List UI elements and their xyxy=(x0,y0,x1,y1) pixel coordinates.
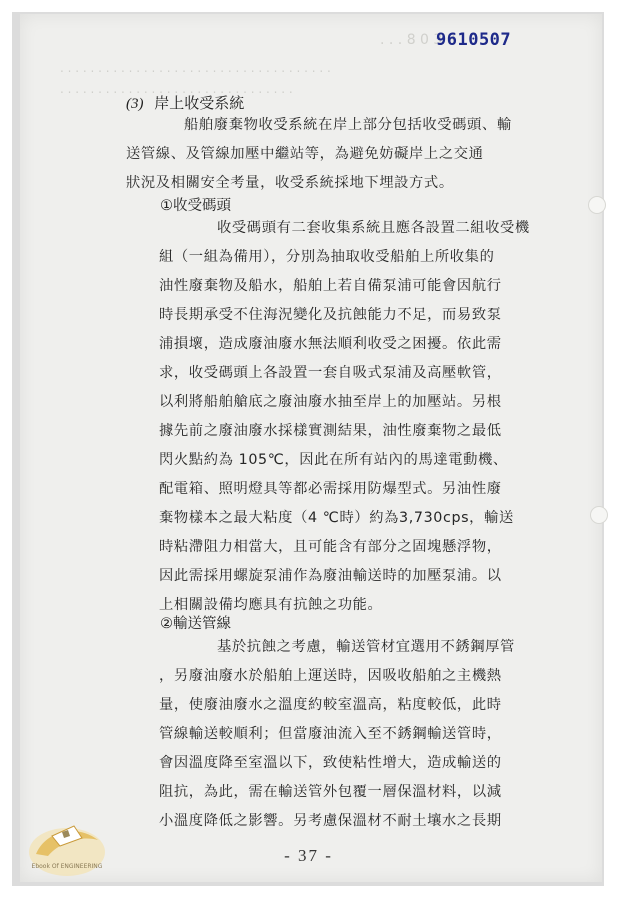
text-line: 配電箱、照明燈具等都必需採用防爆型式。另油性廢 xyxy=(159,481,502,497)
transport-pipeline-paragraph xyxy=(159,633,515,836)
page-number: - 37 - xyxy=(284,846,333,865)
bleed-through-text: . . . 8 0 3 8 xyxy=(380,32,456,48)
punch-hole-marker xyxy=(590,506,608,524)
text-line: 閃火點約為 105℃，因此在所有站內的馬達電動機、 xyxy=(159,452,508,468)
section-title-text: 岸上收受系統 xyxy=(154,94,245,112)
text-line: 棄物樣本之最大粘度（4 ℃時）約為3,730cps，輸送 xyxy=(159,510,514,526)
subsection-heading-transport-pipeline: ②輸送管線 xyxy=(160,616,231,632)
text-line: 船舶廢棄物收受系統在岸上部分包括收受碼頭、輸 xyxy=(184,117,512,133)
subsection-heading-receiving-dock: ①收受碼頭 xyxy=(160,198,231,214)
document-stamp-number: 9610507 xyxy=(436,30,512,50)
section-title xyxy=(126,92,244,113)
text-line: 量，使廢油廢水之溫度約較室溫高，粘度較低，此時 xyxy=(159,697,502,713)
watermark-logo-text: Ebook Of ENGINEERING xyxy=(31,863,103,870)
text-line: 時粘滯阻力相當大，且可能含有部分之固塊懸浮物， xyxy=(159,539,502,555)
text-line: 基於抗蝕之考慮，輸送管材宜選用不銹鋼厚管 xyxy=(217,639,515,655)
watermark-logo xyxy=(22,810,112,882)
text-line: ，另廢油廢水於船舶上運送時，因吸收船舶之主機熱 xyxy=(159,668,502,684)
text-line: 浦損壞，造成廢油廢水無法順利收受之困擾。依此需 xyxy=(159,336,502,352)
section-number: (3) xyxy=(126,96,144,112)
intro-paragraph xyxy=(126,111,512,198)
text-line: 時長期承受不住海況變化及抗蝕能力不足，而易致泵 xyxy=(159,307,502,323)
text-line: 油性廢棄物及船水，船舶上若自備泵浦可能會因航行 xyxy=(159,278,502,294)
text-line: 管線輸送較順利；但當廢油流入至不銹鋼輸送管時， xyxy=(159,726,502,742)
text-line: 組（一組為備用），分別為抽取收受船舶上所收集的 xyxy=(159,249,495,265)
receiving-dock-paragraph xyxy=(159,214,530,620)
text-line: 收受碼頭有二套收集系統且應各設置二組收受機 xyxy=(217,220,530,236)
text-line: 因此需採用螺旋泵浦作為廢油輸送時的加壓泵浦。以 xyxy=(159,568,502,584)
text-line: 求，收受碼頭上各設置一套自吸式泵浦及高壓軟管， xyxy=(159,365,502,381)
text-line: 小溫度降低之影響。另考慮保溫材不耐土壤水之長期 xyxy=(159,813,502,829)
text-line: 阻抗，為此，需在輸送管外包覆一層保溫材料，以減 xyxy=(159,784,502,800)
text-line: 上相關設備均應具有抗蝕之功能。 xyxy=(159,597,383,613)
punch-hole-marker xyxy=(588,196,606,214)
text-line: 會因溫度降至室溫以下，致使粘性增大，造成輸送的 xyxy=(159,755,502,771)
bleed-through-lines: . . . . . . . . . . . . . . . . . . . . . . . . . . . . . . . . . . . . . . . . . . . . . . . . . . . . . . . . . . . . . . . . . . . xyxy=(60,61,331,96)
text-line: 送管線、及管線加壓中繼站等，為避免妨礙岸上之交通 xyxy=(126,146,484,162)
text-line: 以利將船舶艙底之廢油廢水抽至岸上的加壓站。另根 xyxy=(159,394,502,410)
text-line: 據先前之廢油廢水採樣實測結果，油性廢棄物之最低 xyxy=(159,423,502,439)
text-line: 狀況及相關安全考量，收受系統採地下埋設方式。 xyxy=(126,175,454,191)
